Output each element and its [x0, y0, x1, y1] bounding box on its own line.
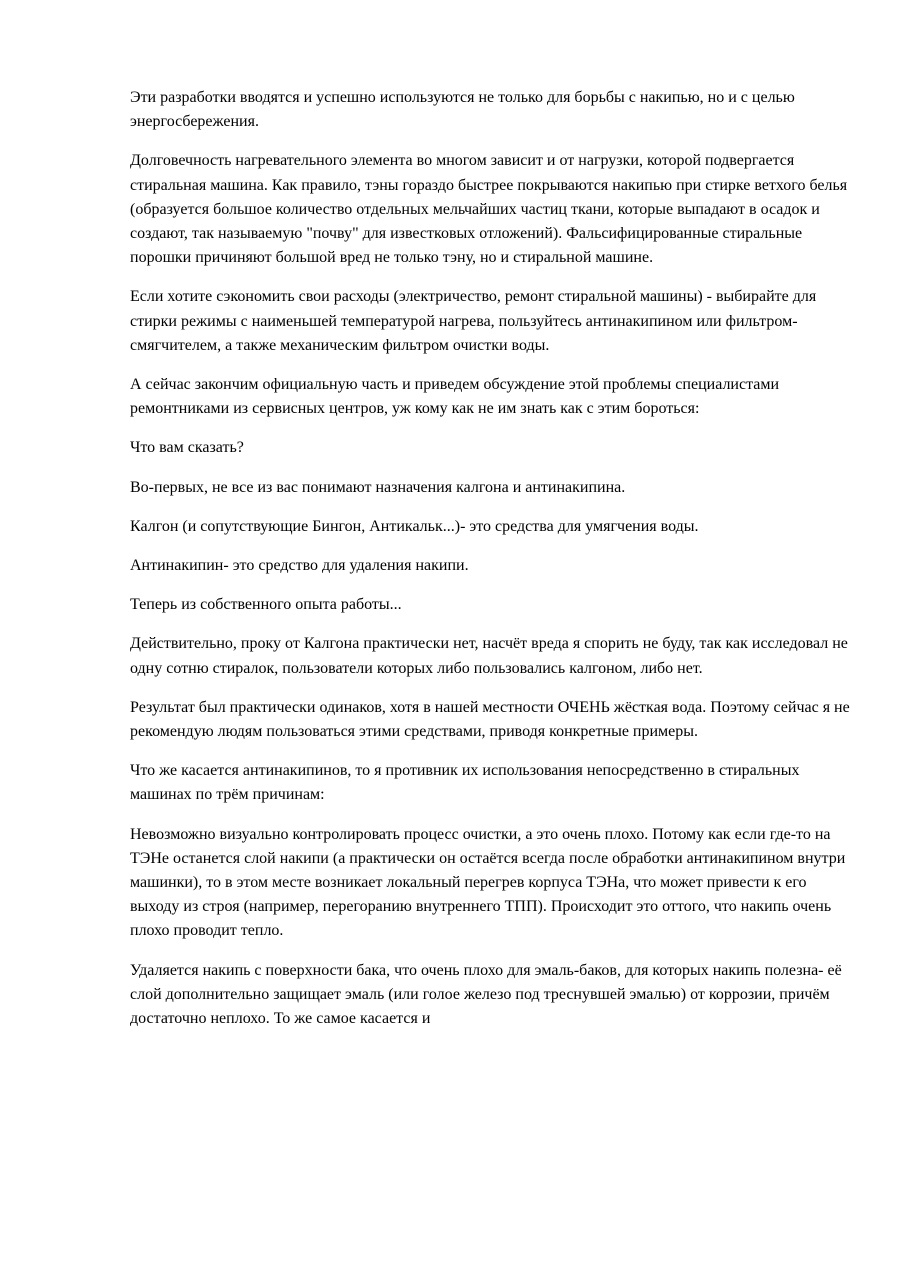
paragraph-14: Удаляется накипь с поверхности бака, что очень плохо для эмаль-баков, для которых накипь полезна- её слой дополнительно защищает эмаль (или голое железо под треснувшей эмалью) от коррозии, причём достаточно неплохо. То же самое касается и [130, 961, 842, 1028]
paragraph-4: А сейчас закончим официальную часть и приведем обсуждение этой проблемы специалистами ремонтниками из сервисных центров, уж кому как не им знать как с этим бороться: [130, 376, 780, 418]
paragraph-12: Что же касается антинакипинов, то я противник их использования непосредственно в стиральных машинах по трём причинам: [130, 762, 800, 804]
paragraph-2: Долговечность нагревательного элемента во многом зависит и от нагрузки, которой подвергается стиральная машина. Как правило, тэны гораздо быстрее покрываются накипью при стирке ветхого белья (образуется большое количество отдельных мельчайших частиц ткани, которые выпадают в осадок и создают, так называемую "почву" для известковых отложений). Фальсифицированные стиральные порошки причиняют большой вред не только тэну, но и стиральной машине. [130, 152, 848, 267]
paragraph-8: Антинакипин- это средство для удаления накипи. [130, 557, 469, 575]
paragraph-7: Калгон (и сопутствующие Бингон, Антикальк...)- это средства для умягчения воды. [130, 517, 699, 535]
paragraph-6: Во-первых, не все из вас понимают назначения калгона и антинакипина. [130, 478, 626, 496]
paragraph-3: Если хотите сэкономить свои расходы (электричество, ремонт стиральной машины) - выбирайте для стирки режимы с наименьшей температурой нагрева, пользуйтесь антинакипином или фильтром-смягчителем, а также механическим фильтром очистки воды. [130, 288, 817, 354]
paragraph-13: Невозможно визуально контролировать процесс очистки, а это очень плохо. Потому как если где-то на ТЭНе останется слой накипи (а практически он остаётся всегда после обработки антинакипином внутри машинки), то в этом месте возникает локальный перегрев корпуса ТЭНа, что может привести к его выходу из строя (например, перегоранию внутреннего ТПП). Происходит это оттого, что накипь очень плохо проводит тепло. [130, 825, 846, 940]
paragraph-9: Теперь из собственного опыта работы... [130, 596, 402, 614]
document-page [130, 86, 852, 1046]
paragraph-1: Эти разработки вводятся и успешно используются не только для борьбы с накипью, но и с целью энергосбережения. [130, 89, 795, 131]
paragraph-10: Действительно, проку от Калгона практически нет, насчёт вреда я спорить не буду, так как исследовал не одну сотню стиралок, пользователи которых либо пользовались калгоном, либо нет. [130, 635, 848, 677]
paragraph-11: Результат был практически одинаков, хотя в нашей местности ОЧЕНЬ жёсткая вода. Поэтому сейчас я не рекомендую людям пользоваться этими средствами, приводя конкретные примеры. [130, 698, 850, 741]
paragraph-5: Что вам сказать? [130, 439, 244, 457]
